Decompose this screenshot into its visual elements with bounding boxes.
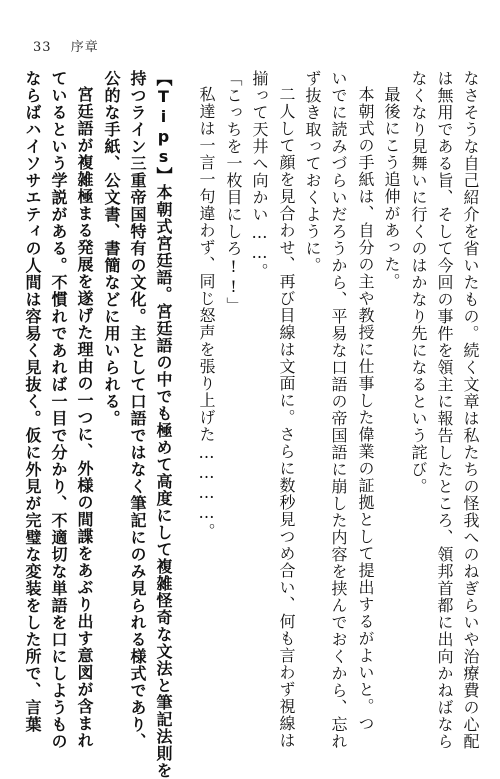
text-column: ず抜き取っておくように。: [303, 70, 322, 274]
text-column: 私達は一言一句違わず、同じ怒声を張り上げた…………。: [197, 86, 216, 540]
tips-column: ているという学説がある。不慣れであれば一目で分かり、不適切な単語を口にしようもの: [49, 70, 68, 750]
page-number: 33: [33, 40, 52, 55]
text-column: いでに読みづらいだろうから、平易な口語の帝国語に崩した内容を挟んでおくから、忘れ: [329, 70, 348, 750]
tips-column: 宮廷語が複雑極まる発展を遂げた理由の一つに、外様の間諜をあぶり出す意図が含まれ: [75, 86, 94, 749]
chapter-title: 序章: [70, 40, 99, 55]
text-column: なくなり見舞いに行くのはかなり先になるという詫び。: [409, 70, 428, 495]
text-column: 二人して顔を見合わせ、再び目線は文面に。さらに数秒見つめ合い、何も言わず視線は: [277, 86, 296, 749]
text-column: 最後にこう追伸があった。: [382, 86, 401, 290]
tips-column: ならばハイソサエティの人間は容易く見抜く。仮に外見が完璧な変装をした所で、言葉: [23, 70, 42, 733]
text-column: は無用である旨、そして今回の事件を領主に報告したところ、領邦首都に出向かねばなら: [435, 70, 454, 750]
text-column: 本朝式の手紙は、自分の主や教授に仕事した偉業の証拠として提出するがよいと。つ: [356, 86, 375, 732]
tips-column: 持つライン三重帝国特有の文化。主として口語ではなく筆記にのみ見られる様式であり、: [128, 70, 147, 750]
text-column: 揃って天井へ向かい……。: [250, 70, 269, 280]
text-column: 「こっちを一枚目にしろ!!」: [224, 70, 243, 314]
text-column: なさそうな自己紹介を省いたもの。続く文章は私たちの怪我へのねぎらいや治療費の心配: [461, 70, 480, 750]
page-header: [33, 36, 99, 55]
tips-column: 公的な手紙、公文書、書簡などに用いられる。: [102, 70, 121, 427]
tips-heading-column: 【Tips】本朝式宮廷語。宮廷語の中でも極めて高度にして複雑怪奇な文法と筆記法則を: [154, 70, 173, 779]
